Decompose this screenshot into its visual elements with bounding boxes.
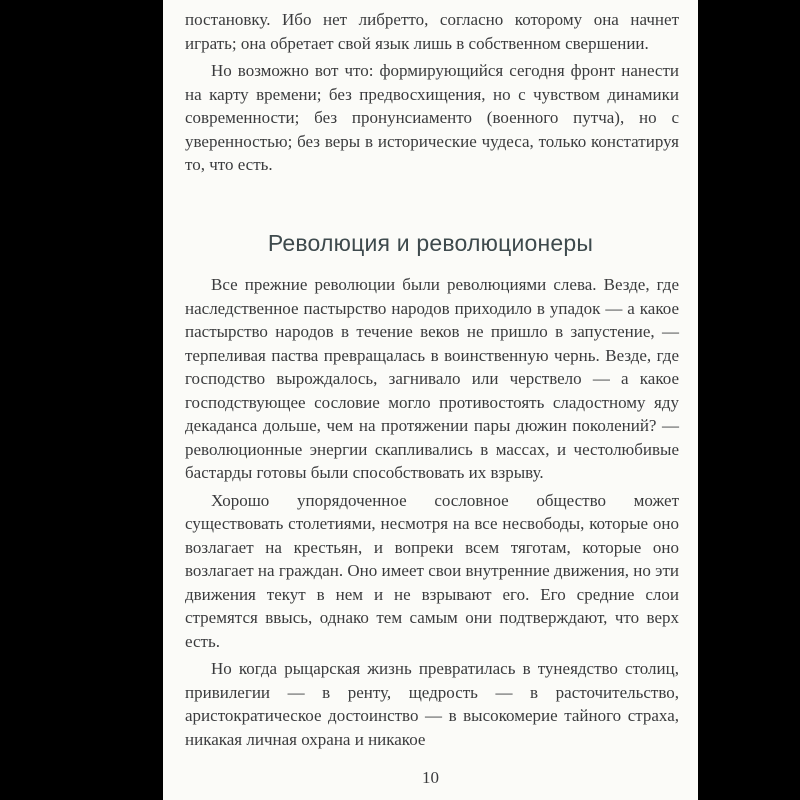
scan-border-left: [0, 0, 163, 800]
book-page: [163, 0, 698, 800]
page-number: 10: [422, 768, 439, 787]
continued-text-block: [185, 8, 679, 177]
paragraph: Все прежние революции были революциями слева. Везде, где наследственное пастырство народов приходило в упадок — а какое пастырство народов в течение веков не пришло в запустение, — терпеливая паства превращалась в воинственную чернь. Везде, где господство вырождалось, загнивало или черствело — а какое господствующее сословие могло противостоять сладостному яду декаданса дольше, чем на протяжении пары дюжин поколений? — революционные энергии скапливались в массах, и честолюбивые бастарды готовы были способствовать их взрыву.: [185, 275, 679, 482]
paragraph: Но когда рыцарская жизнь превратилась в тунеядство столиц, привилегии — в ренту, щедрость — в расточительство, аристократическое достоинство — в высокомерие тайного страха, никакая личная охрана и никакое: [185, 659, 679, 749]
scan-border-right: [698, 0, 800, 800]
paragraph: постановку. Ибо нет либретто, согласно которому она начнет играть; она обретает свой язык лишь в собственном свершении.: [185, 10, 679, 53]
section-text-block: [185, 273, 679, 751]
section-heading: Революция и революционеры: [267, 230, 594, 256]
paragraph: Хорошо упорядоченное сословное общество может существовать столетиями, несмотря на все несвободы, которые оно возлагает на крестьян, и вопреки всем тяготам, которые оно возлагает на граждан. Оно имеет свои внутренние движения, но эти движения текут в нем и не взрывают его. Его средние слои стремятся ввысь, однако тем самым они подтверждают, что верх есть.: [185, 490, 679, 651]
paragraph: Но возможно вот что: формирующийся сегодня фронт нанести на карту времени; без предвосхищения, но с чувством динамики современности; без пронунсиаменто (военного путча), но с уверенностью; без веры в исторические чудеса, только констатируя то, что есть.: [185, 61, 679, 174]
